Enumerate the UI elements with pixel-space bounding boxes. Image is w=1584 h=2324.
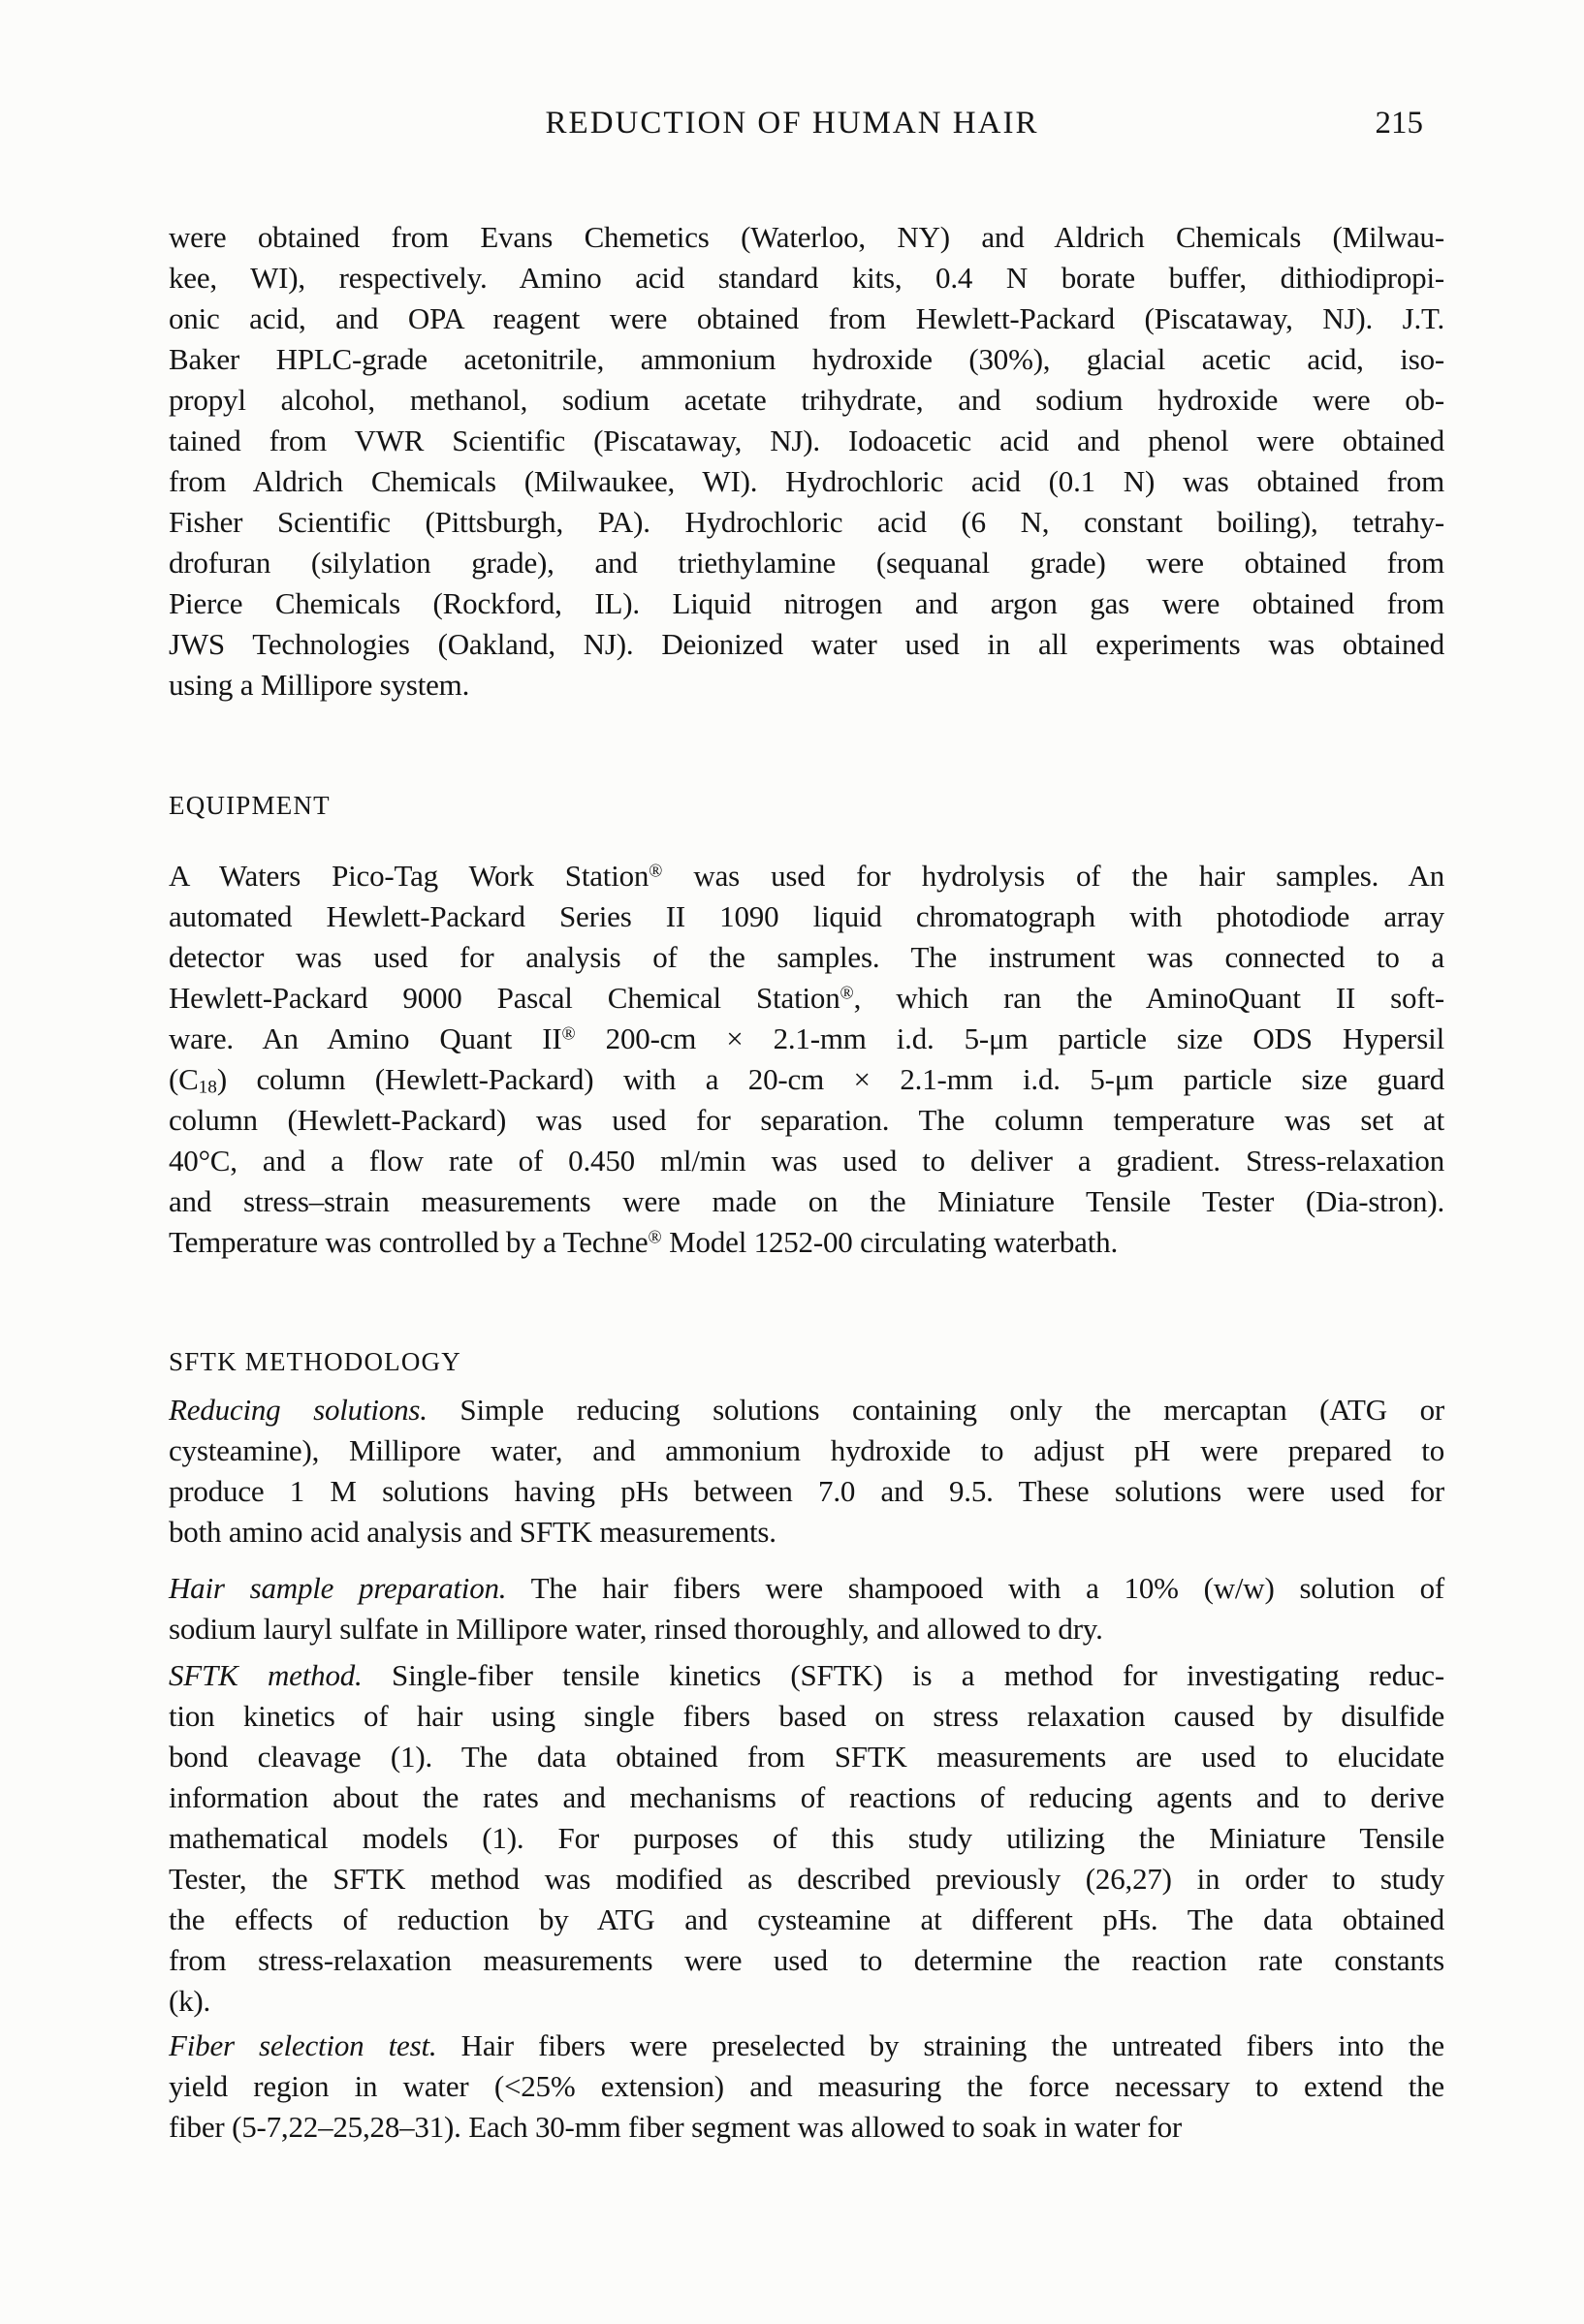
paragraph-materials-continued [169,217,1444,706]
text-line: Hair sample preparation. The hair fibers were shampooed with a 10% (w/w) solution of [169,1571,1444,1605]
text-line: detector was used for analysis of the samples. The instrument was connected to a [169,940,1444,974]
paragraph-equipment [169,856,1444,1263]
text-line: Pierce Chemicals (Rockford, IL). Liquid nitrogen and argon gas were obtained from [169,586,1444,620]
text-line: tained from VWR Scientific (Piscataway, NJ). Iodoacetic acid and phenol were obtained [169,424,1444,457]
text-line: using a Millipore system. [169,668,470,702]
text-line: cysteamine), Millipore water, and ammonium hydroxide to adjust pH were prepared to [169,1433,1444,1467]
text-line: produce 1 M solutions having pHs between 7.0 and 9.5. These solutions were used for [169,1474,1444,1508]
text-line: bond cleavage (1). The data obtained from SFTK measurements are used to elucidate [169,1740,1444,1774]
text-line: from stress-relaxation measurements were used to determine the reaction rate constants [169,1943,1444,1977]
text-line: (k). [169,1984,211,2018]
text-line: both amino acid analysis and SFTK measurements. [169,1515,776,1549]
text-line: A Waters Pico-Tag Work Station® was used for hydrolysis of the hair samples. An [169,859,1444,893]
text-line: mathematical models (1). For purposes of this study utilizing the Miniature Tensile [169,1821,1444,1855]
text-line: ware. An Amino Quant II® 200-cm × 2.1-mm i.d. 5-μm particle size ODS Hypersil [169,1021,1444,1055]
text-line: Fiber selection test. Hair fibers were preselected by straining the untreated fibers into the [169,2028,1444,2062]
text-line: Fisher Scientific (Pittsburgh, PA). Hydrochloric acid (6 N, constant boiling), tetrahy- [169,505,1444,539]
running-head [0,103,1584,143]
text-line: yield region in water (<25% extension) and measuring the force necessary to extend the [169,2069,1444,2103]
text-line: sodium lauryl sulfate in Millipore water, rinsed thoroughly, and allowed to dry. [169,1612,1103,1646]
text-line: Temperature was controlled by a Techne® Model 1252-00 circulating waterbath. [169,1225,1119,1259]
text-line: were obtained from Evans Chemetics (Waterloo, NY) and Aldrich Chemicals (Milwau- [169,220,1444,254]
text-line: Reducing solutions. Simple reducing solutions containing only the mercaptan (ATG or [169,1393,1445,1427]
section-heading-sftk-methodology: SFTK METHODOLOGY [169,1347,461,1376]
text-line: from Aldrich Chemicals (Milwaukee, WI). Hydrochloric acid (0.1 N) was obtained from [169,464,1444,498]
page-number: 215 [1375,106,1423,141]
running-head-title: REDUCTION OF HUMAN HAIR [545,106,1039,141]
paragraph-reducing-solutions [169,1390,1444,1553]
text-line: column (Hewlett-Packard) was used for separation. The column temperature was set at [169,1103,1444,1137]
text-line: fiber (5-7,22–25,28–31). Each 30-mm fiber segment was allowed to soak in water for [169,2110,1183,2144]
text-line: JWS Technologies (Oakland, NJ). Deionized water used in all experiments was obtained [169,627,1444,661]
text-line: propyl alcohol, methanol, sodium acetate trihydrate, and sodium hydroxide were ob- [169,383,1444,417]
paragraph-fiber-selection-test [169,2026,1444,2148]
text-line: and stress–strain measurements were made on the Miniature Tensile Tester (Dia-stron). [169,1184,1444,1218]
text-line: drofuran (silylation grade), and triethylamine (sequanal grade) were obtained from [169,546,1444,580]
text-line: tion kinetics of hair using single fibers based on stress relaxation caused by disulfide [169,1699,1444,1733]
text-line: automated Hewlett-Packard Series II 1090 liquid chromatograph with photodiode array [169,899,1444,933]
text-line: kee, WI), respectively. Amino acid standard kits, 0.4 N borate buffer, dithiodipropi- [169,261,1444,295]
text-line: information about the rates and mechanisms of reactions of reducing agents and to derive [169,1780,1444,1814]
text-line: 40°C, and a flow rate of 0.450 ml/min was used to deliver a gradient. Stress-relaxation [169,1144,1444,1178]
text-line: SFTK method. Single-fiber tensile kinetics (SFTK) is a method for investigating reduc- [169,1658,1444,1692]
text-line: onic acid, and OPA reagent were obtained from Hewlett-Packard (Piscataway, NJ). J.T. [169,301,1444,335]
text-line: Tester, the SFTK method was modified as described previously (26,27) in order to study [169,1862,1444,1896]
paragraph-sftk-method [169,1655,1444,2022]
section-heading-equipment: EQUIPMENT [169,791,331,820]
text-line: Baker HPLC-grade acetonitrile, ammonium hydroxide (30%), glacial acetic acid, iso- [169,342,1444,376]
paragraph-hair-sample-preparation [169,1568,1444,1649]
text-line: the effects of reduction by ATG and cysteamine at different pHs. The data obtained [169,1902,1444,1936]
text-line: $(C_{18})$ column (Hewlett-Packard) with a 20-cm × 2.1-mm i.d. 5-μm particle size guard [169,1062,1444,1098]
text-line: Hewlett-Packard 9000 Pascal Chemical Station®, which ran the AminoQuant II soft- [169,981,1444,1015]
